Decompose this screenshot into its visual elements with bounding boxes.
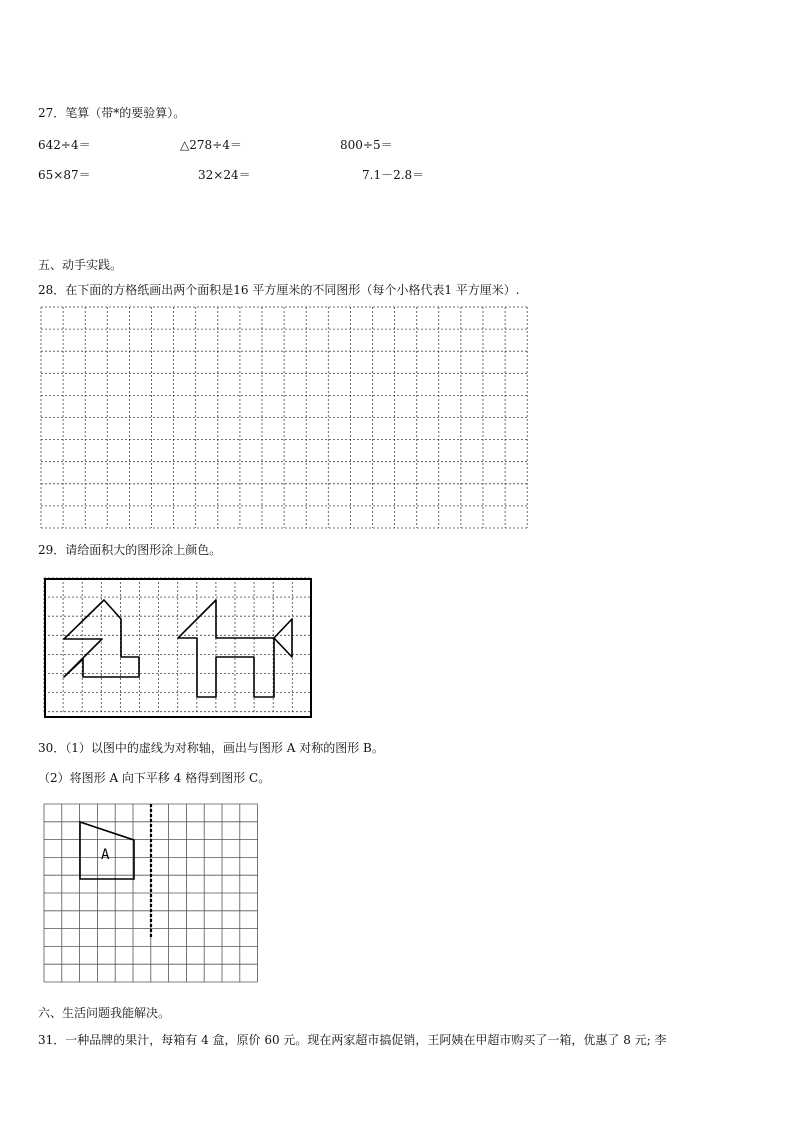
q28-grid-paper	[41, 307, 527, 529]
q27-expr-1: 642÷4＝	[38, 138, 91, 152]
q27-title: 27．笔算（带*的要验算）。	[38, 106, 186, 120]
q30-grid	[44, 804, 258, 992]
q31-text: 31．一种品牌的果汁，每箱有 4 盒，原价 60 元。现在两家超市搞促销，王阿姨在甲超市购买了一箱，优惠了 8 元; 李	[38, 1033, 667, 1047]
q29-text: 29．请给面积大的图形涂上颜色。	[38, 543, 222, 557]
q28-text: 28．在下面的方格纸画出两个面积是16 平方厘米的不同图形（每个小格代表1 平方厘米）.	[38, 283, 520, 297]
q30-part2: （2）将图形 A 向下平移 4 格得到图形 C。	[38, 771, 271, 785]
section-5-heading: 五、动手实践。	[38, 258, 123, 272]
q27-expr-3: 800÷5＝	[340, 138, 393, 152]
q27-expr-4: 65×87＝	[38, 168, 91, 182]
q27-expr-6: 7.1－2.8＝	[362, 168, 425, 182]
shape-a-label: A	[101, 847, 110, 863]
q30-part1: 30．（1）以图中的虚线为对称轴，画出与图形 A 对称的图形 B。	[38, 741, 384, 755]
q27-expr-5: 32×24＝	[198, 168, 251, 182]
section-6-heading: 六、生活问题我能解决。	[38, 1006, 171, 1020]
q27-expr-2: △278÷4＝	[180, 138, 242, 152]
q29-figure-grid	[44, 578, 312, 718]
